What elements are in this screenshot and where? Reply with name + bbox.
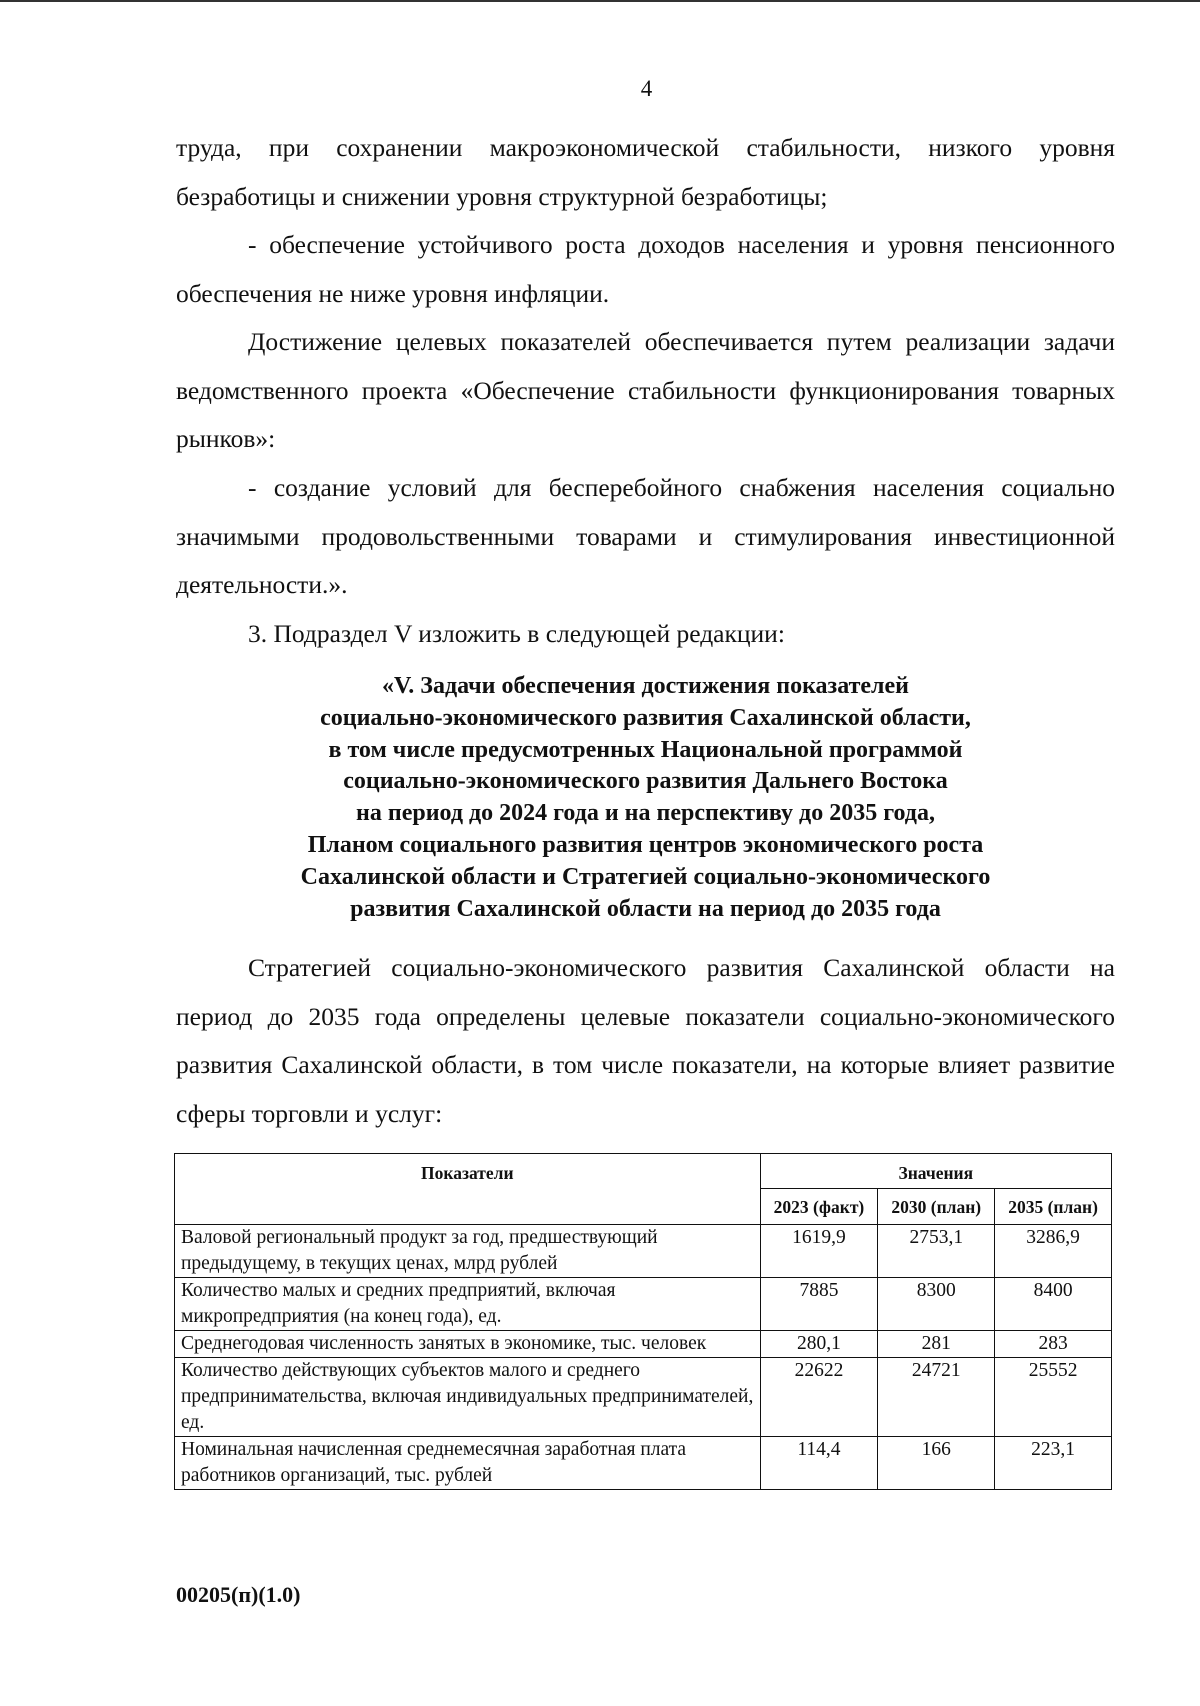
paragraph-4: - создание условий для бесперебойного снабжения населения социально значимыми продовольственными товарами и стимулирования инвестиционной деятельности.».	[176, 473, 1115, 600]
value-2030: 281	[878, 1331, 995, 1358]
indicator-name: Среднегодовая численность занятых в экономике, тыс. человек	[175, 1331, 761, 1358]
heading-line: Планом социального развития центров экономического роста	[307, 831, 984, 858]
table-header-row	[175, 1154, 1112, 1189]
value-2023: 1619,9	[760, 1225, 878, 1278]
paragraph-6: Стратегией социально-экономического развития Сахалинской области на период до 2035 года определены целевые показатели социально-экономического развития Сахалинской области, в том числе показатели, на которые влияет развитие сферы торговли и услуг:	[176, 953, 1115, 1128]
value-2035: 3286,9	[995, 1225, 1112, 1278]
value-2023: 7885	[760, 1278, 878, 1331]
value-2035: 8400	[995, 1278, 1112, 1331]
value-2030: 8300	[878, 1278, 995, 1331]
table-row	[175, 1358, 1112, 1437]
table-row	[175, 1331, 1112, 1358]
heading-line: Сахалинской области и Стратегией социально-экономического	[300, 863, 991, 890]
document-code: 00205(п)(1.0)	[176, 1582, 301, 1607]
page-top-rule	[0, 0, 1200, 2]
indicator-name: Номинальная начисленная среднемесячная заработная плата работников организаций, тыс. рублей	[175, 1437, 761, 1490]
paragraph-3: Достижение целевых показателей обеспечивается путем реализации задачи ведомственного проекта «Обеспечение стабильности функционирования товарных рынков»:	[176, 327, 1115, 454]
header-2030-plan: 2030 (план)	[878, 1189, 995, 1225]
value-2030: 166	[878, 1437, 995, 1490]
heading-line: развития Сахалинской области на период до 2035 года	[350, 895, 941, 922]
paragraph-2: - обеспечение устойчивого роста доходов населения и уровня пенсионного обеспечения не ниже уровня инфляции.	[176, 230, 1115, 308]
heading-line: «V. Задачи обеспечения достижения показателей	[382, 673, 909, 699]
heading-line: на период до 2024 года и на перспективу до 2035 года,	[356, 800, 935, 827]
value-2035: 25552	[995, 1358, 1112, 1437]
section-heading	[176, 671, 1115, 925]
page-number: 4	[640, 76, 653, 101]
value-2030: 2753,1	[878, 1225, 995, 1278]
indicator-name: Количество действующих субъектов малого и среднего предпринимательства, включая индивидуальных предпринимателей, ед.	[175, 1358, 761, 1437]
header-2023-fact: 2023 (факт)	[760, 1189, 878, 1225]
value-2023: 280,1	[760, 1331, 878, 1358]
table-row	[175, 1278, 1112, 1331]
value-2023: 22622	[760, 1358, 878, 1437]
header-values: Значения	[760, 1154, 1111, 1189]
value-2035: 283	[995, 1331, 1112, 1358]
table-row	[175, 1225, 1112, 1278]
heading-line: социально-экономического развития Сахалинской области,	[320, 704, 971, 731]
heading-line: социально-экономического развития Дальнего Востока	[343, 768, 948, 795]
heading-line: в том числе предусмотренных Национальной программой	[328, 736, 963, 763]
value-2030: 24721	[878, 1358, 995, 1437]
paragraph-5: 3. Подраздел V изложить в следующей редакции:	[248, 619, 785, 648]
indicator-name: Количество малых и средних предприятий, включая микропредприятия (на конец года), ед.	[175, 1278, 761, 1331]
value-2023: 114,4	[760, 1437, 878, 1490]
indicators-table	[174, 1153, 1112, 1490]
table-row	[175, 1437, 1112, 1490]
paragraph-1: труда, при сохранении макроэкономической стабильности, низкого уровня безработицы и снижении уровня структурной безработицы;	[176, 133, 1115, 211]
indicator-name: Валовой региональный продукт за год, предшествующий предыдущему, в текущих ценах, млрд рублей	[175, 1225, 761, 1278]
value-2035: 223,1	[995, 1437, 1112, 1490]
header-indicators: Показатели	[175, 1154, 761, 1225]
header-2035-plan: 2035 (план)	[995, 1189, 1112, 1225]
